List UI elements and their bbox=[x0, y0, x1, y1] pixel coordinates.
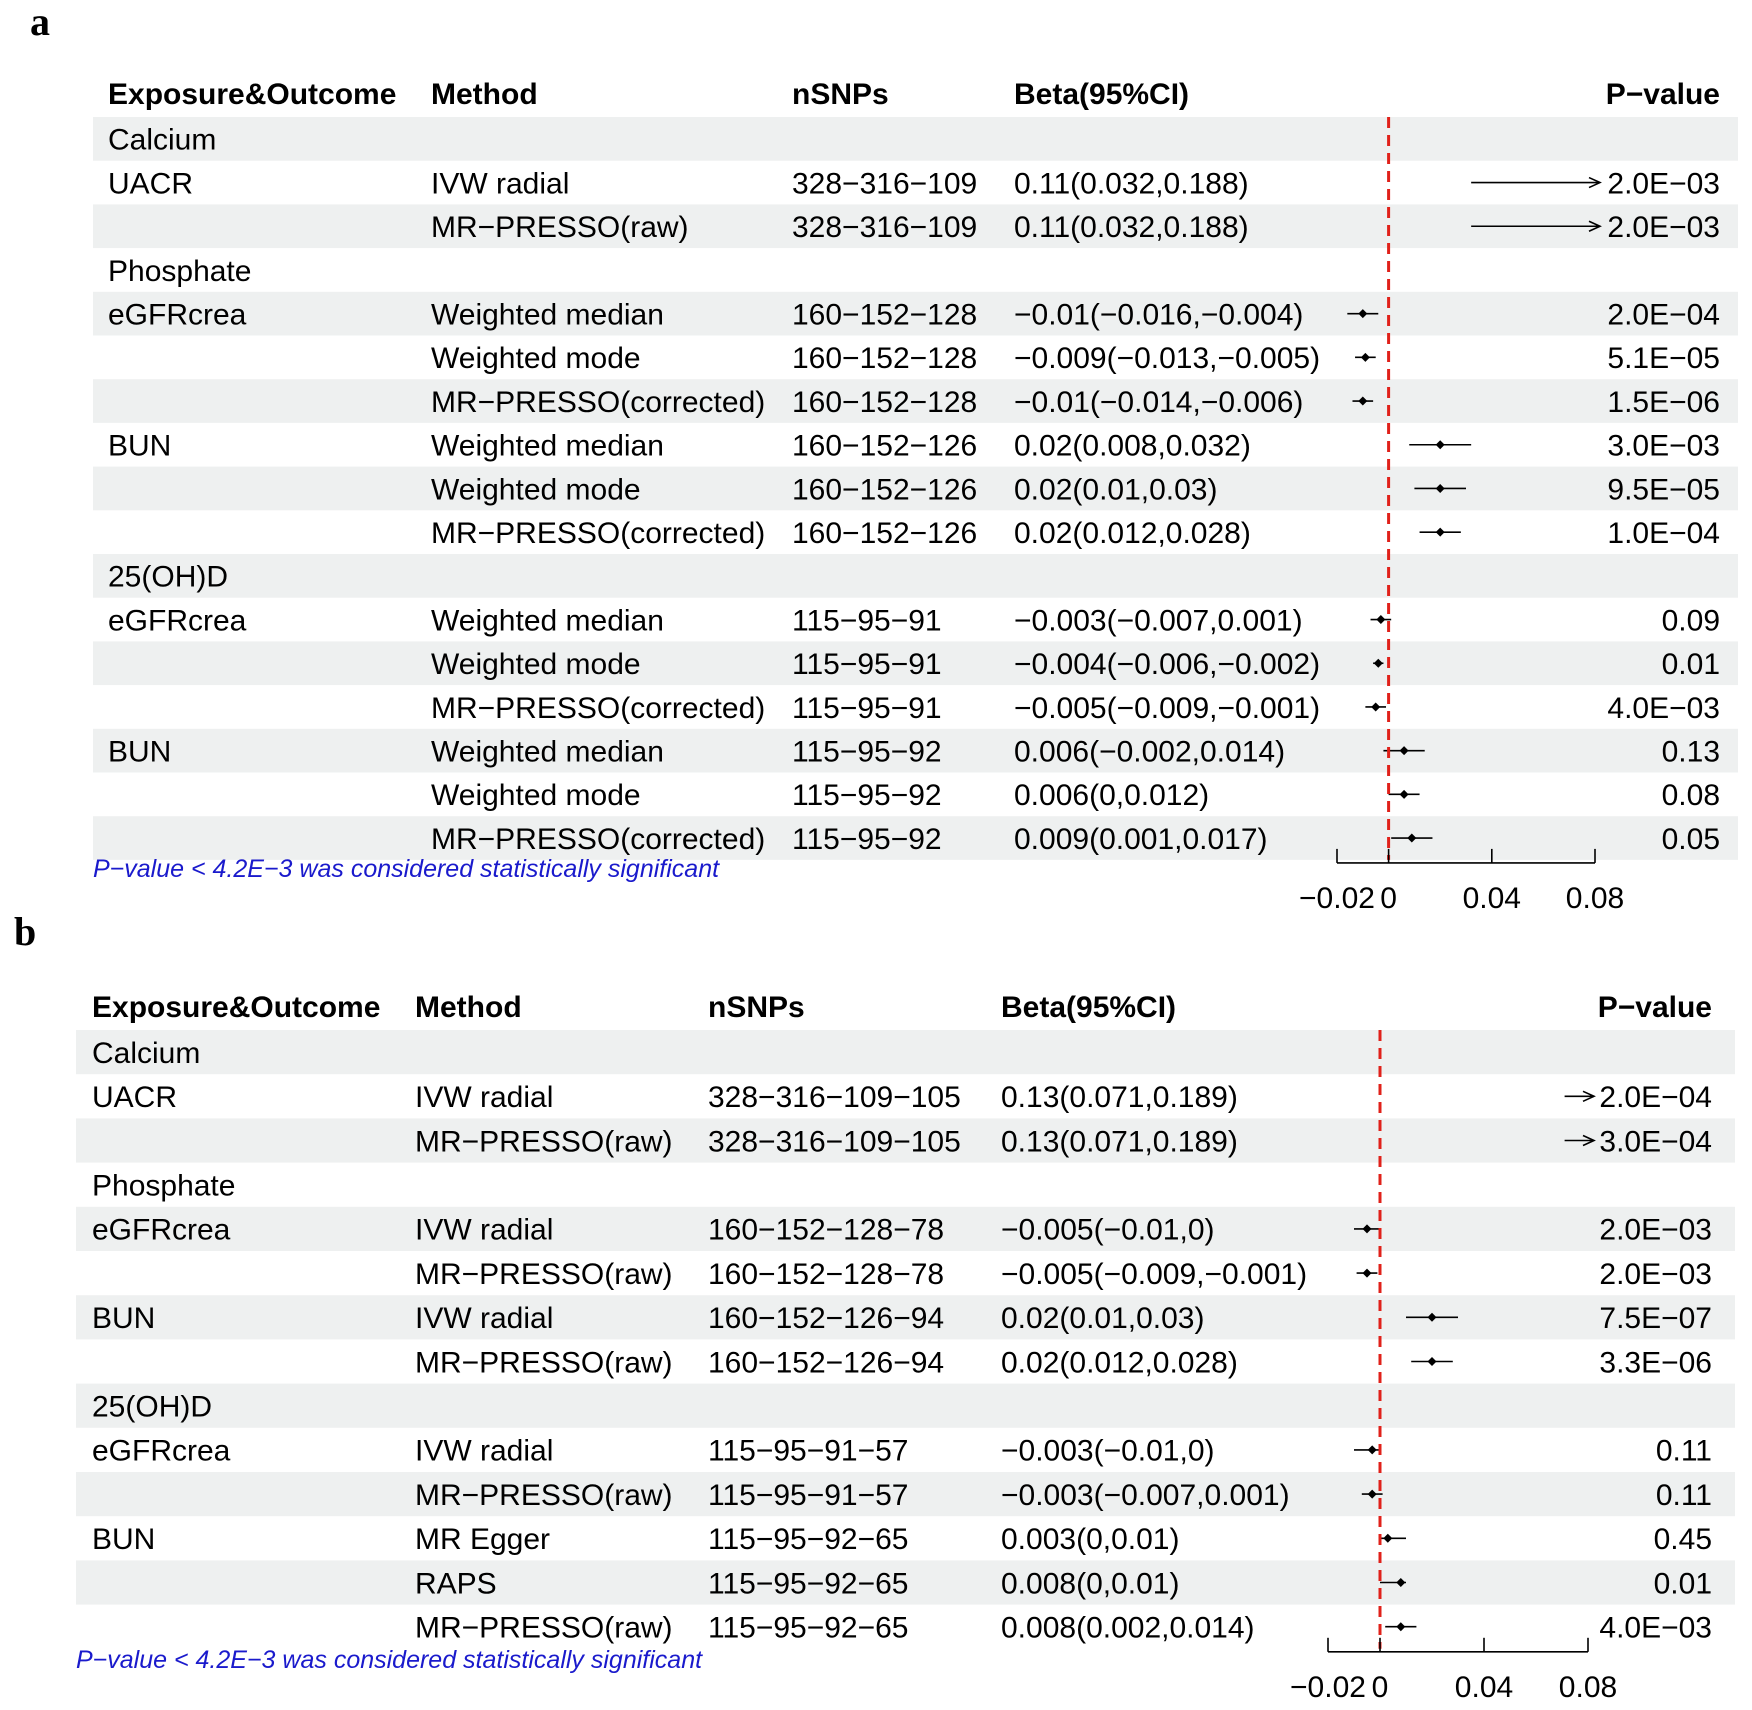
outcome-label: BUN bbox=[92, 1302, 156, 1336]
beta-ci-cell: −0.009(−0.013,−0.005) bbox=[1014, 342, 1321, 376]
nsnps-cell: 115−95−92−65 bbox=[708, 1611, 909, 1645]
beta-ci-cell: −0.005(−0.01,0) bbox=[1001, 1213, 1215, 1247]
header-method: Method bbox=[415, 991, 522, 1024]
header-exposure-outcome: Exposure&Outcome bbox=[108, 78, 397, 111]
nsnps-cell: 160−152−128 bbox=[792, 342, 978, 376]
pvalue-cell: 2.0E−03 bbox=[1607, 167, 1720, 201]
pvalue-cell: 2.0E−04 bbox=[1607, 298, 1720, 332]
outcome-label: eGFRcrea bbox=[108, 604, 247, 638]
method-cell: MR−PRESSO(raw) bbox=[415, 1478, 673, 1512]
beta-ci-cell: −0.005(−0.009,−0.001) bbox=[1014, 691, 1321, 725]
nsnps-cell: 115−95−92 bbox=[792, 822, 942, 856]
nsnps-cell: 328−316−109 bbox=[792, 211, 978, 245]
header-method: Method bbox=[431, 78, 538, 111]
nsnps-cell: 115−95−92−65 bbox=[708, 1523, 909, 1557]
outcome-label: BUN bbox=[92, 1523, 156, 1557]
x-tick-label: 0.08 bbox=[1565, 881, 1625, 915]
beta-ci-cell: 0.11(0.032,0.188) bbox=[1014, 211, 1249, 245]
nsnps-cell: 160−152−126−94 bbox=[708, 1302, 945, 1336]
outcome-label: UACR bbox=[92, 1081, 178, 1115]
pvalue-cell: 0.01 bbox=[1661, 648, 1720, 682]
beta-ci-cell: −0.005(−0.009,−0.001) bbox=[1001, 1257, 1308, 1291]
header-beta: Beta(95%CI) bbox=[1014, 78, 1190, 111]
point-estimate bbox=[1383, 1534, 1392, 1543]
nsnps-cell: 115−95−91 bbox=[792, 648, 942, 682]
nsnps-cell: 115−95−92−65 bbox=[708, 1567, 909, 1601]
header-beta: Beta(95%CI) bbox=[1001, 991, 1177, 1024]
nsnps-cell: 115−95−92 bbox=[792, 779, 942, 813]
panel-label-b: b bbox=[14, 909, 37, 954]
method-cell: Weighted median bbox=[431, 604, 664, 638]
nsnps-cell: 115−95−91 bbox=[792, 691, 942, 725]
method-cell: MR−PRESSO(raw) bbox=[431, 211, 689, 245]
pvalue-cell: 1.0E−04 bbox=[1607, 516, 1720, 550]
pvalue-cell: 7.5E−07 bbox=[1599, 1302, 1712, 1336]
method-cell: Weighted median bbox=[431, 429, 664, 463]
x-tick-label: −0.02 bbox=[1299, 881, 1375, 915]
method-cell: MR−PRESSO(corrected) bbox=[431, 385, 766, 419]
pvalue-cell: 1.5E−06 bbox=[1607, 385, 1720, 419]
panel-label-a: a bbox=[30, 0, 50, 44]
pvalue-cell: 0.05 bbox=[1661, 822, 1720, 856]
nsnps-cell: 160−152−128 bbox=[792, 298, 978, 332]
pvalue-cell: 4.0E−03 bbox=[1607, 691, 1720, 725]
pvalue-cell: 3.3E−06 bbox=[1599, 1346, 1712, 1380]
outcome-label: eGFRcrea bbox=[92, 1434, 231, 1468]
nsnps-cell: 160−152−126 bbox=[792, 429, 978, 463]
beta-ci-cell: 0.008(0.002,0.014) bbox=[1001, 1611, 1255, 1645]
pvalue-cell: 9.5E−05 bbox=[1607, 473, 1720, 507]
pvalue-cell: 2.0E−04 bbox=[1599, 1081, 1712, 1115]
method-cell: Weighted mode bbox=[431, 473, 641, 507]
beta-ci-cell: 0.003(0,0.01) bbox=[1001, 1523, 1180, 1557]
nsnps-cell: 160−152−128−78 bbox=[708, 1257, 945, 1291]
method-cell: MR−PRESSO(raw) bbox=[415, 1611, 673, 1645]
header-exposure-outcome: Exposure&Outcome bbox=[92, 991, 381, 1024]
group-label: 25(OH)D bbox=[108, 560, 229, 594]
method-cell: MR Egger bbox=[415, 1523, 551, 1557]
beta-ci-cell: 0.008(0,0.01) bbox=[1001, 1567, 1180, 1601]
x-tick-label: 0.08 bbox=[1558, 1670, 1618, 1704]
nsnps-cell: 115−95−91−57 bbox=[708, 1434, 909, 1468]
x-tick-label: 0.04 bbox=[1462, 881, 1521, 915]
group-label: Calcium bbox=[108, 123, 217, 157]
pvalue-cell: 0.01 bbox=[1653, 1567, 1712, 1601]
pvalue-cell: 0.08 bbox=[1661, 779, 1720, 813]
method-cell: RAPS bbox=[415, 1567, 497, 1601]
beta-ci-cell: −0.01(−0.016,−0.004) bbox=[1014, 298, 1304, 332]
method-cell: IVW radial bbox=[415, 1302, 554, 1336]
beta-ci-cell: 0.006(0,0.012) bbox=[1014, 779, 1210, 813]
beta-ci-cell: 0.11(0.032,0.188) bbox=[1014, 167, 1249, 201]
beta-ci-cell: −0.003(−0.007,0.001) bbox=[1001, 1478, 1290, 1512]
group-label: Calcium bbox=[92, 1036, 201, 1070]
pvalue-cell: 0.45 bbox=[1653, 1523, 1712, 1557]
group-label: Phosphate bbox=[108, 254, 252, 288]
method-cell: MR−PRESSO(corrected) bbox=[431, 516, 766, 550]
nsnps-cell: 328−316−109 bbox=[792, 167, 978, 201]
footnote: P−value < 4.2E−3 was considered statistically significant bbox=[76, 1646, 703, 1674]
method-cell: IVW radial bbox=[415, 1213, 554, 1247]
nsnps-cell: 115−95−92 bbox=[792, 735, 942, 769]
row-stripe bbox=[76, 1030, 1735, 1074]
outcome-label: UACR bbox=[108, 167, 194, 201]
pvalue-cell: 3.0E−04 bbox=[1599, 1125, 1712, 1159]
method-cell: IVW radial bbox=[415, 1434, 554, 1468]
point-estimate bbox=[1396, 1622, 1405, 1631]
outcome-label: BUN bbox=[108, 735, 172, 769]
beta-ci-cell: 0.02(0.008,0.032) bbox=[1014, 429, 1251, 463]
nsnps-cell: 328−316−109−105 bbox=[708, 1081, 961, 1115]
method-cell: MR−PRESSO(corrected) bbox=[431, 822, 766, 856]
beta-ci-cell: 0.13(0.071,0.189) bbox=[1001, 1125, 1238, 1159]
nsnps-cell: 115−95−91 bbox=[792, 604, 942, 638]
method-cell: Weighted mode bbox=[431, 648, 641, 682]
header-pvalue: P−value bbox=[1605, 78, 1720, 111]
method-cell: MR−PRESSO(raw) bbox=[415, 1125, 673, 1159]
pvalue-cell: 2.0E−03 bbox=[1599, 1213, 1712, 1247]
method-cell: Weighted median bbox=[431, 298, 664, 332]
footnote: P−value < 4.2E−3 was considered statistically significant bbox=[93, 855, 720, 883]
beta-ci-cell: 0.02(0.01,0.03) bbox=[1001, 1302, 1205, 1336]
pvalue-cell: 0.13 bbox=[1661, 735, 1720, 769]
method-cell: Weighted median bbox=[431, 735, 664, 769]
method-cell: MR−PRESSO(raw) bbox=[415, 1346, 673, 1380]
method-cell: IVW radial bbox=[415, 1081, 554, 1115]
beta-ci-cell: 0.13(0.071,0.189) bbox=[1001, 1081, 1238, 1115]
x-tick-label: 0.04 bbox=[1454, 1670, 1514, 1704]
nsnps-cell: 160−152−128 bbox=[792, 385, 978, 419]
pvalue-cell: 0.09 bbox=[1661, 604, 1720, 638]
beta-ci-cell: 0.009(0.001,0.017) bbox=[1014, 822, 1268, 856]
beta-ci-cell: −0.01(−0.014,−0.006) bbox=[1014, 385, 1304, 419]
beta-ci-cell: 0.02(0.01,0.03) bbox=[1014, 473, 1218, 507]
beta-ci-cell: 0.02(0.012,0.028) bbox=[1014, 516, 1251, 550]
pvalue-cell: 0.11 bbox=[1655, 1434, 1712, 1468]
beta-ci-cell: −0.003(−0.007,0.001) bbox=[1014, 604, 1303, 638]
point-estimate bbox=[1363, 1269, 1372, 1278]
outcome-label: eGFRcrea bbox=[108, 298, 247, 332]
pvalue-cell: 4.0E−03 bbox=[1599, 1611, 1712, 1645]
group-label: 25(OH)D bbox=[92, 1390, 213, 1424]
x-tick-label: −0.02 bbox=[1290, 1670, 1366, 1704]
header-nsnps: nSNPs bbox=[708, 991, 805, 1024]
beta-ci-cell: −0.003(−0.01,0) bbox=[1001, 1434, 1215, 1468]
pvalue-cell: 2.0E−03 bbox=[1599, 1257, 1712, 1291]
method-cell: MR−PRESSO(raw) bbox=[415, 1257, 673, 1291]
beta-ci-cell: −0.004(−0.006,−0.002) bbox=[1014, 648, 1321, 682]
point-estimate bbox=[1428, 1357, 1437, 1366]
nsnps-cell: 160−152−126 bbox=[792, 473, 978, 507]
pvalue-cell: 3.0E−03 bbox=[1607, 429, 1720, 463]
method-cell: Weighted mode bbox=[431, 342, 641, 376]
header-nsnps: nSNPs bbox=[792, 78, 889, 111]
nsnps-cell: 160−152−126 bbox=[792, 516, 978, 550]
beta-ci-cell: 0.02(0.012,0.028) bbox=[1001, 1346, 1238, 1380]
x-tick-label: 0 bbox=[1371, 1670, 1389, 1704]
nsnps-cell: 115−95−91−57 bbox=[708, 1478, 909, 1512]
pvalue-cell: 2.0E−03 bbox=[1607, 211, 1720, 245]
header-pvalue: P−value bbox=[1597, 991, 1712, 1024]
nsnps-cell: 160−152−128−78 bbox=[708, 1213, 945, 1247]
nsnps-cell: 328−316−109−105 bbox=[708, 1125, 961, 1159]
method-cell: Weighted mode bbox=[431, 779, 641, 813]
outcome-label: BUN bbox=[108, 429, 172, 463]
x-tick-label: 0 bbox=[1380, 881, 1397, 915]
outcome-label: eGFRcrea bbox=[92, 1213, 231, 1247]
method-cell: IVW radial bbox=[431, 167, 570, 201]
beta-ci-cell: 0.006(−0.002,0.014) bbox=[1014, 735, 1286, 769]
nsnps-cell: 160−152−126−94 bbox=[708, 1346, 945, 1380]
method-cell: MR−PRESSO(corrected) bbox=[431, 691, 766, 725]
pvalue-cell: 0.11 bbox=[1655, 1478, 1712, 1512]
group-label: Phosphate bbox=[92, 1169, 236, 1203]
point-estimate bbox=[1368, 1445, 1377, 1454]
row-stripe bbox=[76, 1384, 1735, 1428]
pvalue-cell: 5.1E−05 bbox=[1607, 342, 1720, 376]
